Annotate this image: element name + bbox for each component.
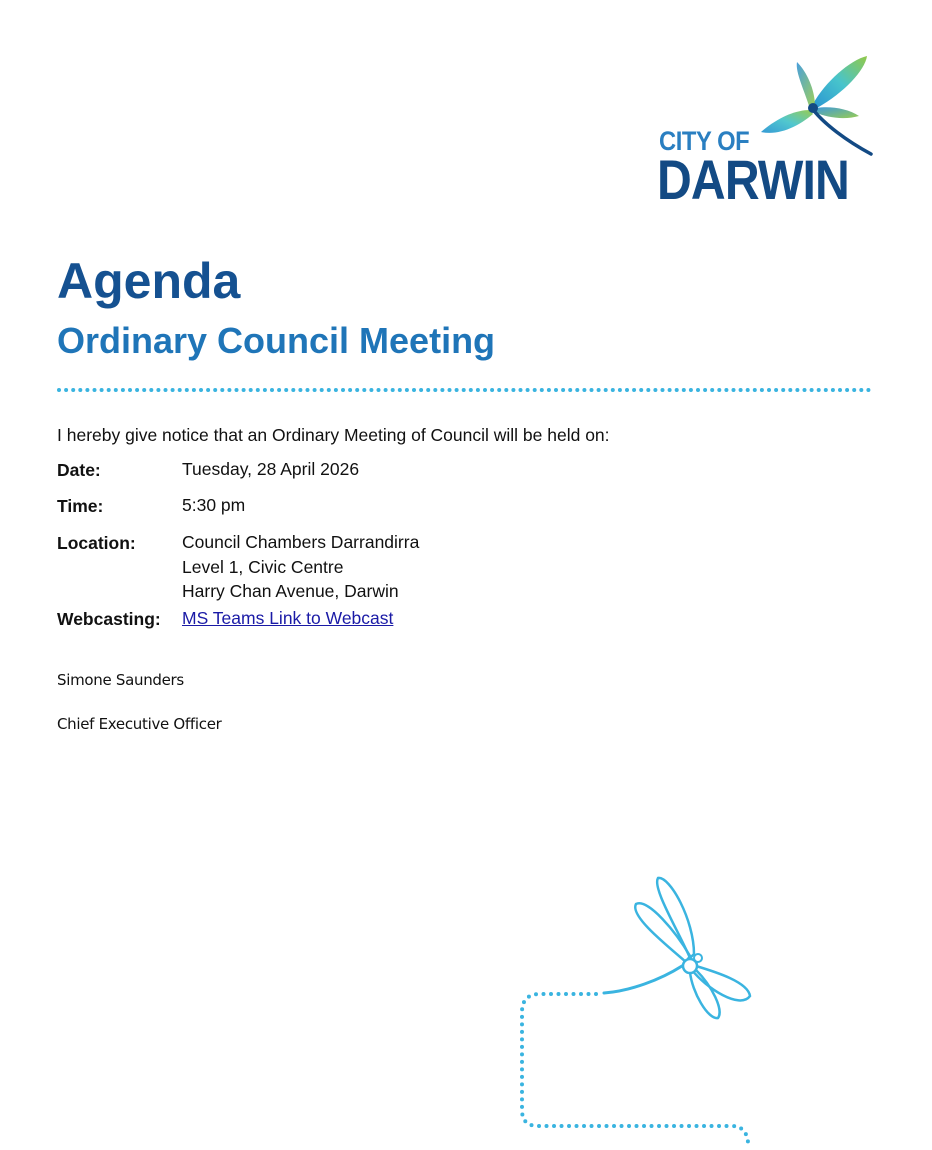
page-subtitle: Ordinary Council Meeting <box>57 320 496 361</box>
dragonfly-decoration-icon <box>510 870 770 1150</box>
notice-text: I hereby give notice that an Ordinary Meeting of Council will be held on: <box>57 425 610 445</box>
date-value: Tuesday, 28 April 2026 <box>182 459 360 479</box>
signatory-role: Chief Executive Officer <box>57 715 222 733</box>
logo-city-of-text: CITY OF <box>659 126 750 156</box>
signatory-name: Simone Saunders <box>57 671 184 689</box>
location-line: Harry Chan Avenue, Darwin <box>182 581 399 601</box>
location-line: Council Chambers Darrandirra <box>182 532 420 552</box>
logo-darwin-text: DARWIN <box>657 148 849 211</box>
time-label: Time: <box>57 496 104 516</box>
webcast-link[interactable]: MS Teams Link to Webcast <box>182 608 394 628</box>
location-value <box>182 530 419 604</box>
dragonfly-logo-icon <box>755 52 880 162</box>
webcasting-label: Webcasting: <box>57 609 161 629</box>
date-label: Date: <box>57 460 101 480</box>
location-label: Location: <box>57 533 136 553</box>
location-line: Level 1, Civic Centre <box>182 556 344 577</box>
city-of-darwin-logo <box>655 52 880 211</box>
webcasting-value <box>182 606 393 631</box>
time-value: 5:30 pm <box>182 495 246 515</box>
dotted-divider <box>57 386 875 394</box>
page-title: Agenda <box>57 253 241 309</box>
